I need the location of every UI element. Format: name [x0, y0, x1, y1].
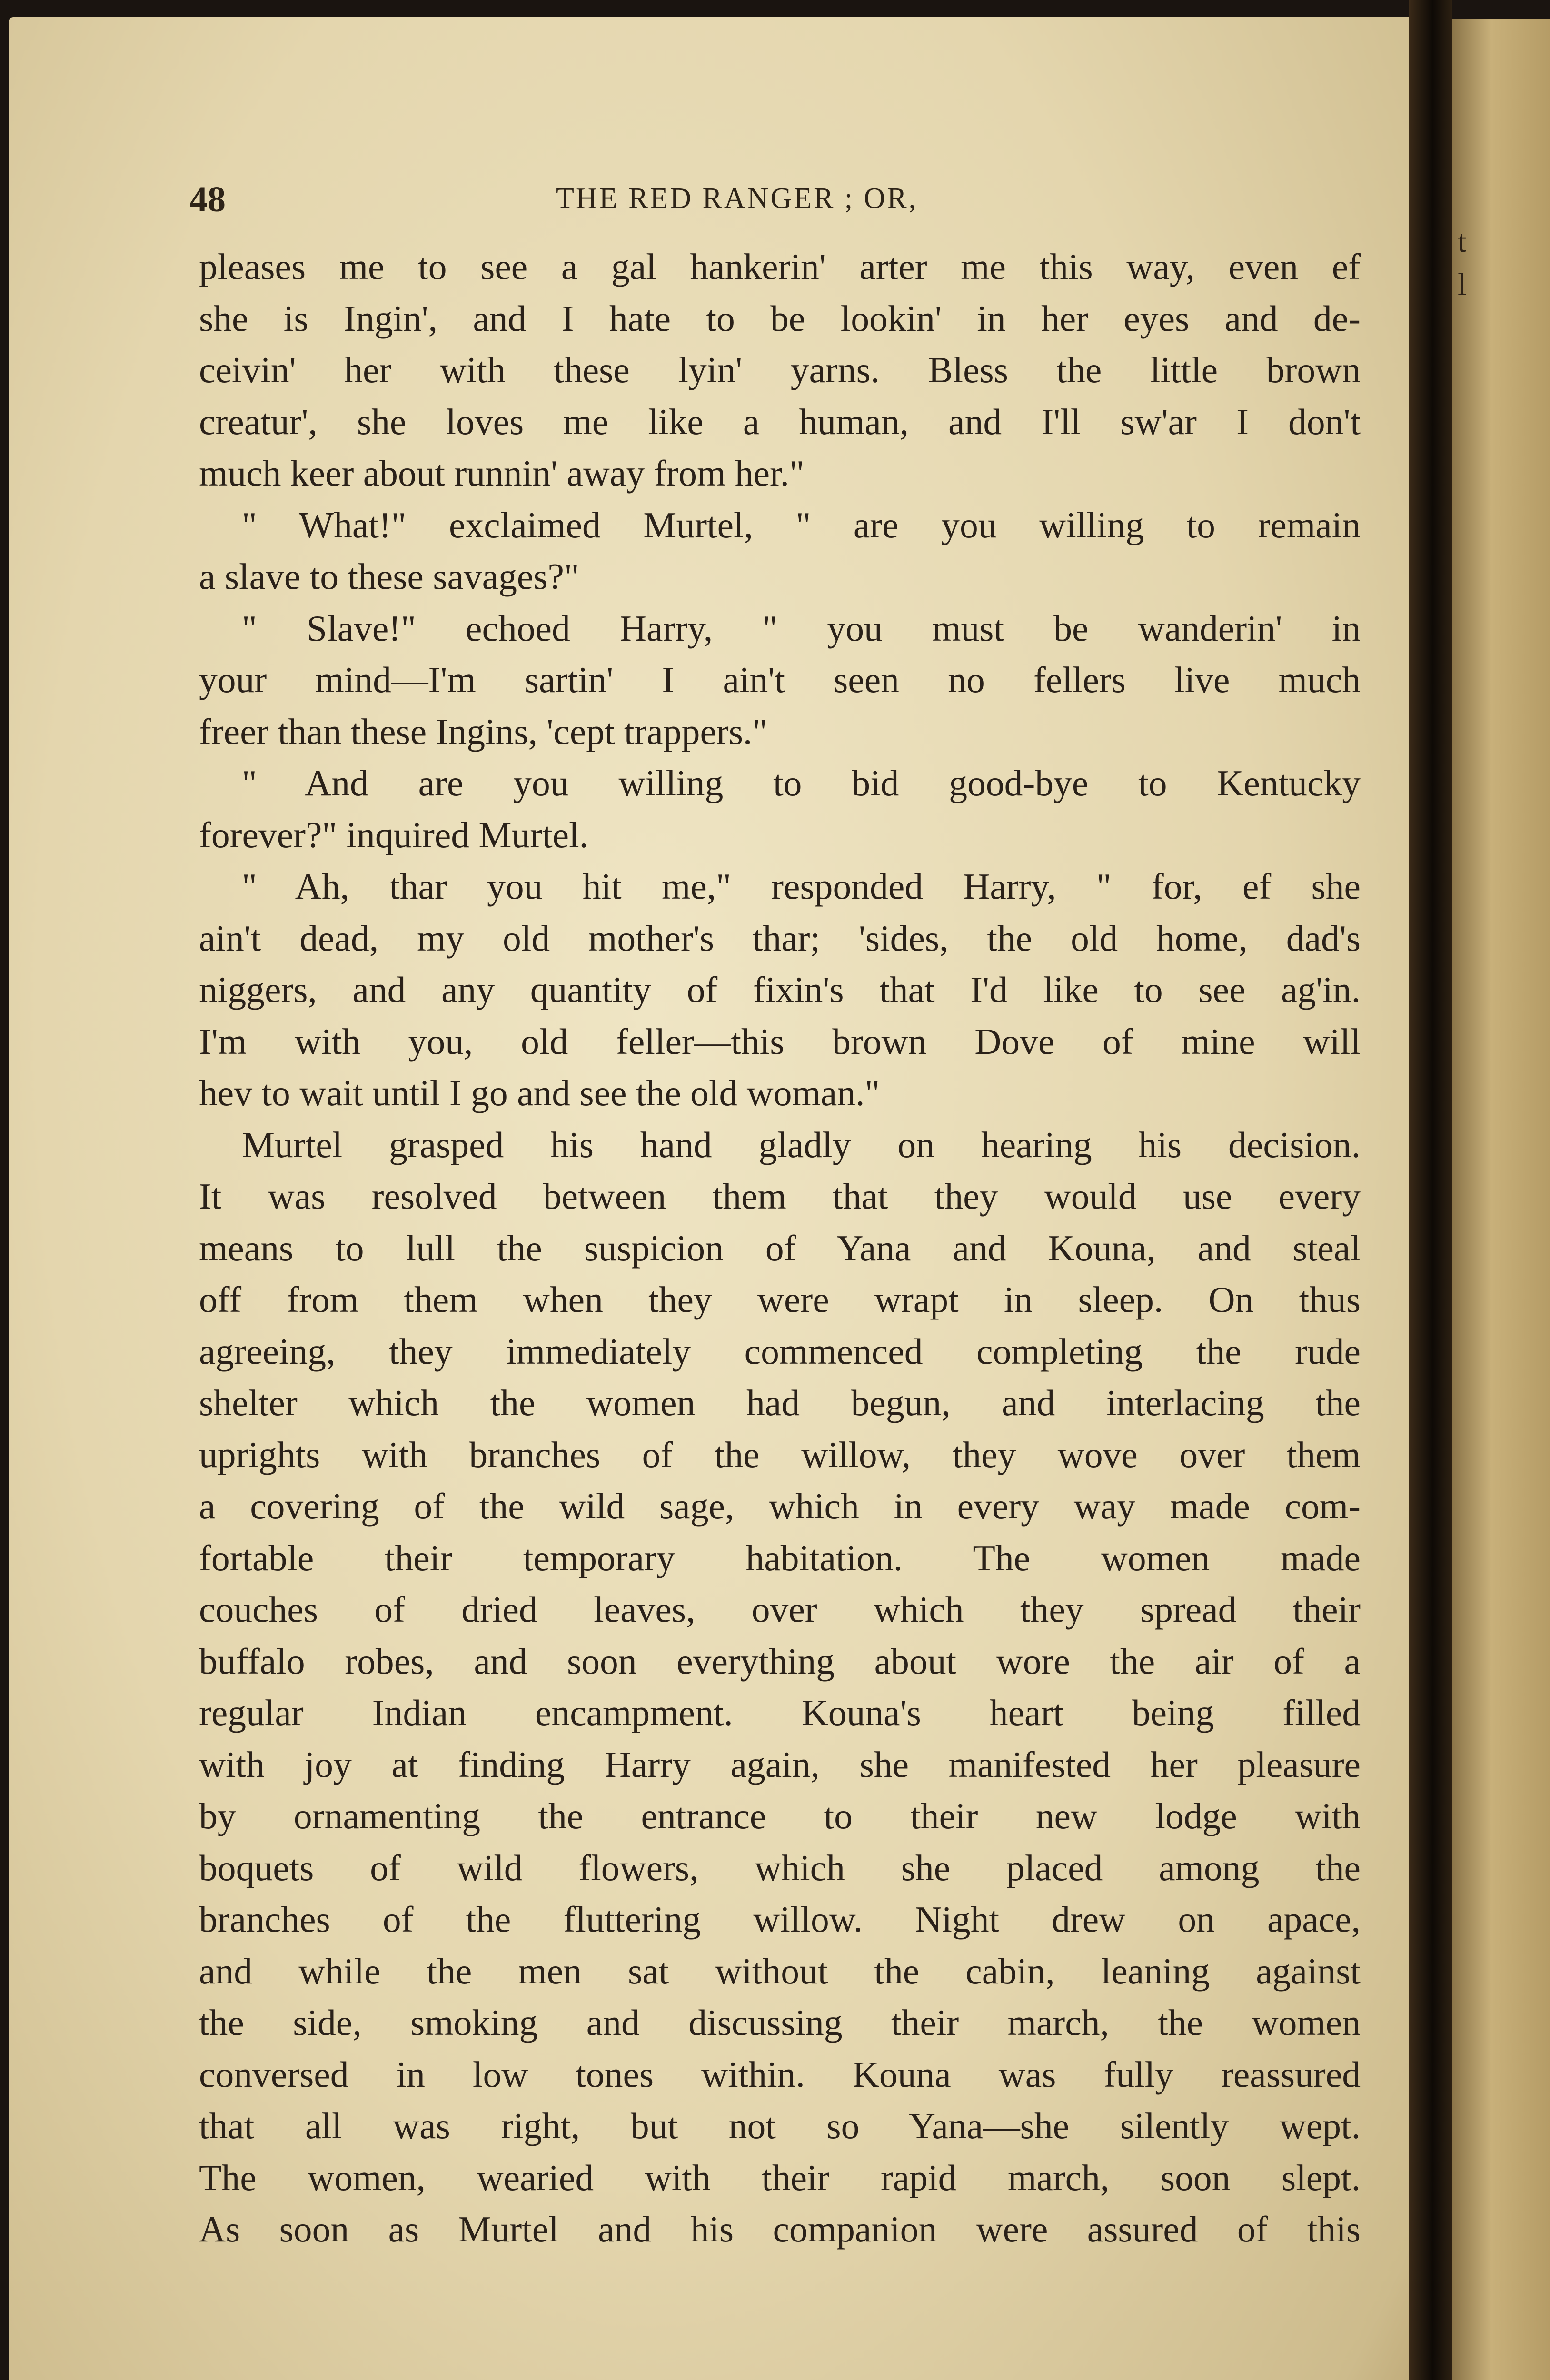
text-line: " Slave!" echoed Harry, " you must be wanderin' in: [242, 607, 1361, 649]
page-number: 48: [189, 179, 226, 219]
text-line: boquets of wild flowers, which she placed among the: [199, 1847, 1361, 1888]
text-line: your mind—I'm sartin' I ain't seen no fellers live much: [199, 659, 1361, 700]
text-line: with joy at finding Harry again, she manifested her pleasure: [199, 1744, 1361, 1785]
text-line: agreeing, they immediately commenced completing the rude: [199, 1330, 1361, 1372]
text-line: forever?" inquired Murtel.: [199, 814, 589, 855]
text-line: I'm with you, old feller—this brown Dove of mine will: [199, 1021, 1361, 1062]
text-line: uprights with branches of the willow, they wove over them: [199, 1434, 1361, 1475]
text-line: creatur', she loves me like a human, and I'll sw'ar I don't: [199, 401, 1361, 442]
text-line: by ornamenting the entrance to their new lodge with: [199, 1795, 1361, 1836]
text-line: Murtel grasped his hand gladly on hearing his decision.: [242, 1124, 1361, 1165]
text-line: The women, wearied with their rapid march, soon slept.: [199, 2157, 1361, 2198]
text-line: branches of the fluttering willow. Night drew on apace,: [199, 1899, 1361, 1940]
text-line: fortable their temporary habitation. The women made: [199, 1537, 1361, 1578]
text-line: conversed in low tones within. Kouna was fully reassured: [199, 2053, 1361, 2095]
text-line: shelter which the women had begun, and interlacing the: [199, 1382, 1361, 1423]
text-line: regular Indian encampment. Kouna's heart being filled: [199, 1692, 1361, 1733]
text-line: hev to wait until I go and see the old woman.": [199, 1072, 880, 1113]
text-line: niggers, and any quantity of fixin's that I'd like to see ag'in.: [199, 969, 1361, 1010]
running-head: [189, 179, 1380, 222]
text-line: a covering of the wild sage, which in every way made com-: [199, 1486, 1361, 1527]
text-line: As soon as Murtel and his companion were assured of this: [199, 2209, 1361, 2250]
text-line: she is Ingin', and I hate to be lookin' in her eyes and de-: [199, 298, 1361, 339]
text-line: ceivin' her with these lyin' yarns. Bless the little brown: [199, 349, 1361, 390]
facing-page-edge: [1452, 19, 1550, 2380]
facing-page-text: t: [1458, 224, 1467, 259]
text-line: buffalo robes, and soon everything about wore the air of a: [199, 1640, 1361, 1682]
body-text: [199, 241, 1361, 2255]
text-line: " Ah, thar you hit me," responded Harry, " for, ef she: [242, 866, 1361, 907]
text-line: the side, smoking and discussing their march, the women: [199, 2002, 1361, 2043]
facing-page-text: l: [1458, 267, 1467, 302]
text-line: and while the men sat without the cabin, leaning against: [199, 1950, 1361, 1992]
text-line: " What!" exclaimed Murtel, " are you willing to remain: [242, 504, 1361, 545]
text-line: pleases me to see a gal hankerin' arter me this way, even ef: [199, 246, 1361, 287]
text-line: It was resolved between them that they would use every: [199, 1176, 1361, 1217]
text-line: ain't dead, my old mother's thar; 'sides, the old home, dad's: [199, 917, 1361, 959]
paper-sheet: [9, 17, 1432, 2380]
text-line: that all was right, but not so Yana—she silently wept.: [199, 2105, 1361, 2146]
book-gutter: [1409, 0, 1452, 2380]
text-line: a slave to these savages?": [199, 556, 579, 597]
text-line: couches of dried leaves, over which they spread their: [199, 1589, 1361, 1630]
text-line: off from them when they were wrapt in sleep. On thus: [199, 1279, 1361, 1320]
text-line: " And are you willing to bid good-bye to Kentucky: [242, 763, 1361, 803]
text-line: freer than these Ingins, 'cept trappers.": [199, 711, 767, 752]
running-title: THE RED RANGER ; OR,: [556, 182, 918, 215]
text-line: much keer about runnin' away from her.": [199, 453, 805, 494]
text-line: means to lull the suspicion of Yana and Kouna, and steal: [199, 1227, 1361, 1269]
